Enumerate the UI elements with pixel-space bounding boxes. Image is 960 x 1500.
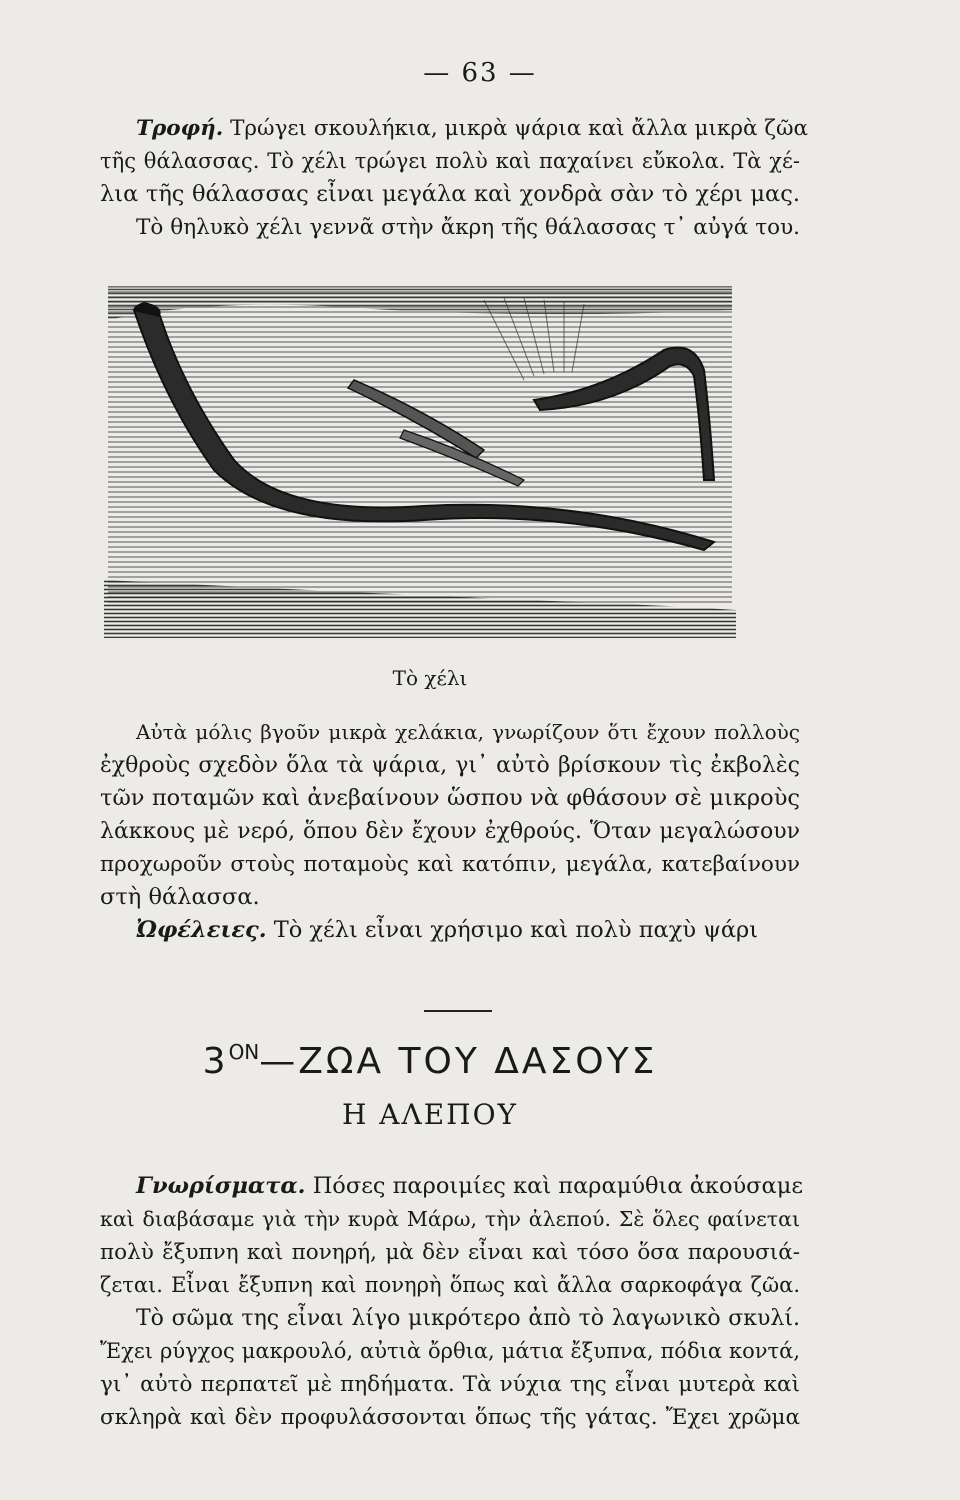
chapter-title: $3^{ON}—Z\Omega A$ ΤΟΥ ΔΑΣΟΥΣ bbox=[202, 1040, 658, 1082]
food-heading: Τροφή. bbox=[136, 116, 224, 141]
benefits-line: Ὠφέλειες. Τὸ χέλι εἶναι χρήσιμο καὶ πολὺ παχὺ ψάρι bbox=[136, 917, 759, 943]
illustration-caption: Τὸ χέλι bbox=[392, 666, 468, 690]
fox-line-2: καὶ διαβάσαμε γιὰ τὴν κυρὰ Μάρω, τὴν ἀλεπού. Σὲ ὅλες φαίνεται bbox=[100, 1207, 800, 1231]
fox-heading: Γνωρίσματα. bbox=[136, 1173, 306, 1199]
food-line-1: Τροφή. Τρώγει σκουλήκια, μικρὰ ψάρια καὶ ἄλλα μικρὰ ζῶα bbox=[136, 116, 809, 141]
young-line-2: ἐχθροὺς σχεδὸν ὅλα τὰ ψάρια, γι᾽ αὐτὸ βρίσκουν τὶς ἐκβολὲς bbox=[100, 753, 800, 778]
young-line-5: προχωροῦν στοὺς ποταμοὺς καὶ κατόπιν, μεγάλα, κατεβαίνουν bbox=[100, 852, 800, 877]
fox-line-6: Ἔχει ρύγχος μακρουλό, αὐτιὰ ὄρθια, μάτια ἔξυπνα, πόδια κοντά, bbox=[100, 1339, 800, 1363]
young-line-4: λάκκους μὲ νερό, ὅπου δὲν ἔχουν ἐχθρούς. Ὅταν μεγαλώσουν bbox=[100, 819, 800, 844]
fox-line-8: σκληρὰ καὶ δὲν προφυλάσσονται ὅπως τῆς γάτας. Ἔχει χρῶμα bbox=[100, 1405, 800, 1430]
page-number: — 63 — bbox=[423, 58, 537, 88]
food-line-2: τῆς θάλασσας. Τὸ χέλι τρώγει πολὺ καὶ παχαίνει εὔκολα. Τὰ χέ- bbox=[100, 149, 800, 173]
fox-line-7: γι᾽ αὐτὸ περπατεῖ μὲ πηδήματα. Τὰ νύχια της εἶναι μυτερὰ καὶ bbox=[100, 1372, 800, 1397]
food-line-4: Τὸ θηλυκὸ χέλι γεννᾶ στὴν ἄκρη τῆς θάλασσας τ᾽ αὐγά του. bbox=[136, 215, 800, 240]
young-line-6: στὴ θάλασσα. bbox=[100, 884, 260, 910]
young-eels-paragraph bbox=[100, 716, 800, 947]
young-line-3: τῶν ποταμῶν καὶ ἀνεβαίνουν ὥσπου νὰ φθάσουν σὲ μικροὺς bbox=[100, 785, 800, 811]
section-title: Η ΑΛΕΠΟΥ bbox=[341, 1098, 519, 1131]
section-divider bbox=[424, 1010, 492, 1012]
fox-line-4: ζεται. Εἶναι ἔξυπνη καὶ πονηρὴ ὅπως καὶ ἄλλα σαρκοφάγα ζῶα. bbox=[100, 1273, 800, 1297]
fox-line-5: Τὸ σῶμα της εἶναι λίγο μικρότερο ἀπὸ τὸ λαγωνικὸ σκυλί. bbox=[136, 1306, 800, 1331]
fox-line-1: Γνωρίσματα. Πόσες παροιμίες καὶ παραμύθια ἀκούσαμε bbox=[136, 1173, 804, 1199]
benefits-heading: Ὠφέλειες. bbox=[136, 917, 267, 943]
young-line-1: Αὐτὰ μόλις βγοῦν μικρὰ χελάκια, γνωρίζουν ὅτι ἔχουν πολλοὺς bbox=[136, 720, 800, 744]
food-paragraph bbox=[100, 112, 809, 244]
fox-paragraph bbox=[100, 1170, 804, 1434]
eel-engraving bbox=[104, 280, 736, 638]
fox-line-3: πολὺ ἔξυπνη καὶ πονηρή, μὰ δὲν εἶναι καὶ τόσο ὅσα παρουσιά- bbox=[100, 1240, 800, 1265]
food-line-3: λια τῆς θάλασσας εἶναι μεγάλα καὶ χονδρὰ σὰν τὸ χέρι μας. bbox=[100, 181, 800, 207]
